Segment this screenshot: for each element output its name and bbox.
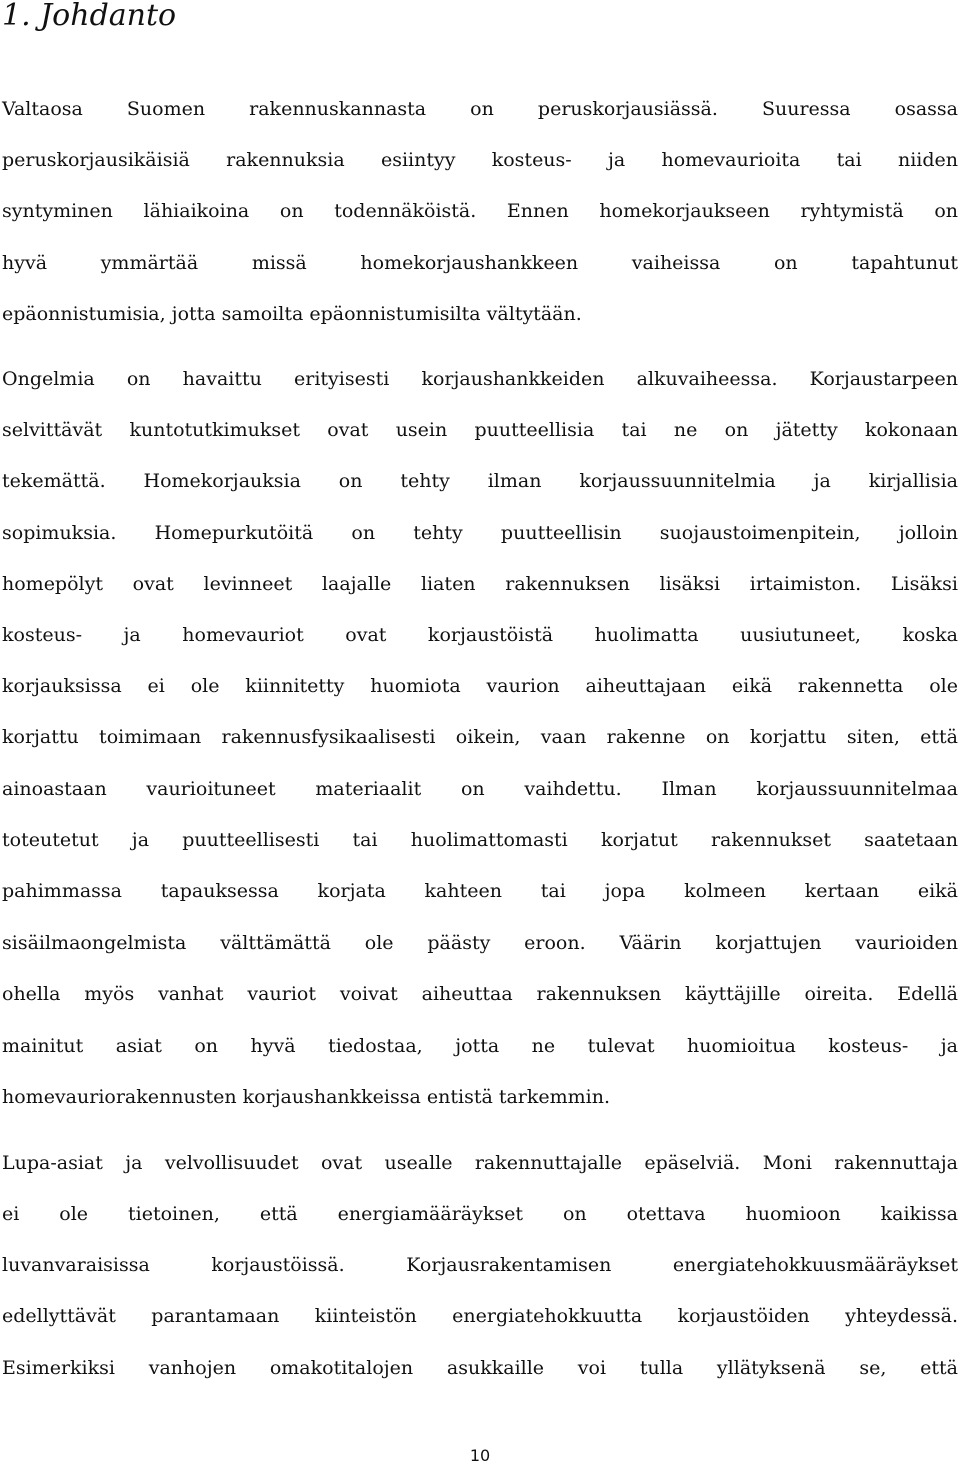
text-line: homepölyt ovat levinneet laajalle liaten rakennuksen lisäksi irtaimiston. Lisäksi — [2, 573, 958, 595]
page-number: 10 — [469, 1446, 491, 1465]
text-line: luvanvaraisissa korjaustöissä. Korjausrakentamisen energiatehokkuusmääräykset — [2, 1254, 958, 1276]
text-line: sopimuksia. Homepurkutöitä on tehty puutteellisin suojaustoimenpitein, jolloin — [2, 522, 958, 544]
text-line: peruskorjausikäisiä rakennuksia esiintyy kosteus- ja homevaurioita tai niiden — [2, 149, 958, 171]
text-line: tekemättä. Homekorjauksia on tehty ilman korjaussuunnitelmia ja kirjallisia — [2, 470, 958, 492]
text-line: ohella myös vanhat vauriot voivat aiheuttaa rakennuksen käyttäjille oireita. Edellä — [2, 983, 958, 1005]
text-line: Esimerkiksi vanhojen omakotitalojen asukkaille voi tulla yllätyksenä se, että — [2, 1357, 958, 1379]
text-line: Ongelmia on havaittu erityisesti korjaushankkeiden alkuvaiheessa. Korjaustarpeen — [2, 368, 958, 390]
text-line: syntyminen lähiaikoina on todennäköistä. Ennen homekorjaukseen ryhtymistä on — [2, 200, 958, 222]
text-line: edellyttävät parantamaan kiinteistön energiatehokkuutta korjaustöiden yhteydessä. — [2, 1305, 958, 1327]
text-line: pahimmassa tapauksessa korjata kahteen tai jopa kolmeen kertaan eikä — [2, 880, 958, 902]
text-line: sisäilmaongelmista välttämättä ole päästy eroon. Väärin korjattujen vaurioiden — [2, 932, 958, 954]
section-heading: 1. Johdanto — [2, 0, 177, 33]
text-line: ei ole tietoinen, että energiamääräykset on otettava huomioon kaikissa — [2, 1203, 958, 1225]
text-line: korjauksissa ei ole kiinnitetty huomiota vaurion aiheuttajaan eikä rakennetta ole — [2, 675, 958, 697]
text-line: ainoastaan vaurioituneet materiaalit on vaihdettu. Ilman korjaussuunnitelmaa — [2, 778, 958, 800]
text-line: hyvä ymmärtää missä homekorjaushankkeen vaiheissa on tapahtunut — [2, 252, 958, 274]
text-line: epäonnistumisia, jotta samoilta epäonnistumisilta vältytään. — [2, 303, 582, 325]
text-line: Valtaosa Suomen rakennuskannasta on peruskorjausiässä. Suuressa osassa — [2, 98, 958, 120]
text-line: homevauriorakennusten korjaushankkeissa entistä tarkemmin. — [2, 1086, 611, 1108]
text-line: Lupa-asiat ja velvollisuudet ovat usealle rakennuttajalle epäselviä. Moni rakennuttaja — [2, 1152, 958, 1174]
text-line: mainitut asiat on hyvä tiedostaa, jotta ne tulevat huomioitua kosteus- ja — [2, 1035, 958, 1057]
text-line: toteutetut ja puutteellisesti tai huolimattomasti korjatut rakennukset saatetaan — [2, 829, 958, 851]
text-line: selvittävät kuntotutkimukset ovat usein puutteellisia tai ne on jätetty kokonaan — [2, 419, 958, 441]
text-line: korjattu toimimaan rakennusfysikaalisesti oikein, vaan rakenne on korjattu siten, että — [2, 726, 958, 748]
text-line: kosteus- ja homevauriot ovat korjaustöistä huolimatta uusiutuneet, koska — [2, 624, 958, 646]
